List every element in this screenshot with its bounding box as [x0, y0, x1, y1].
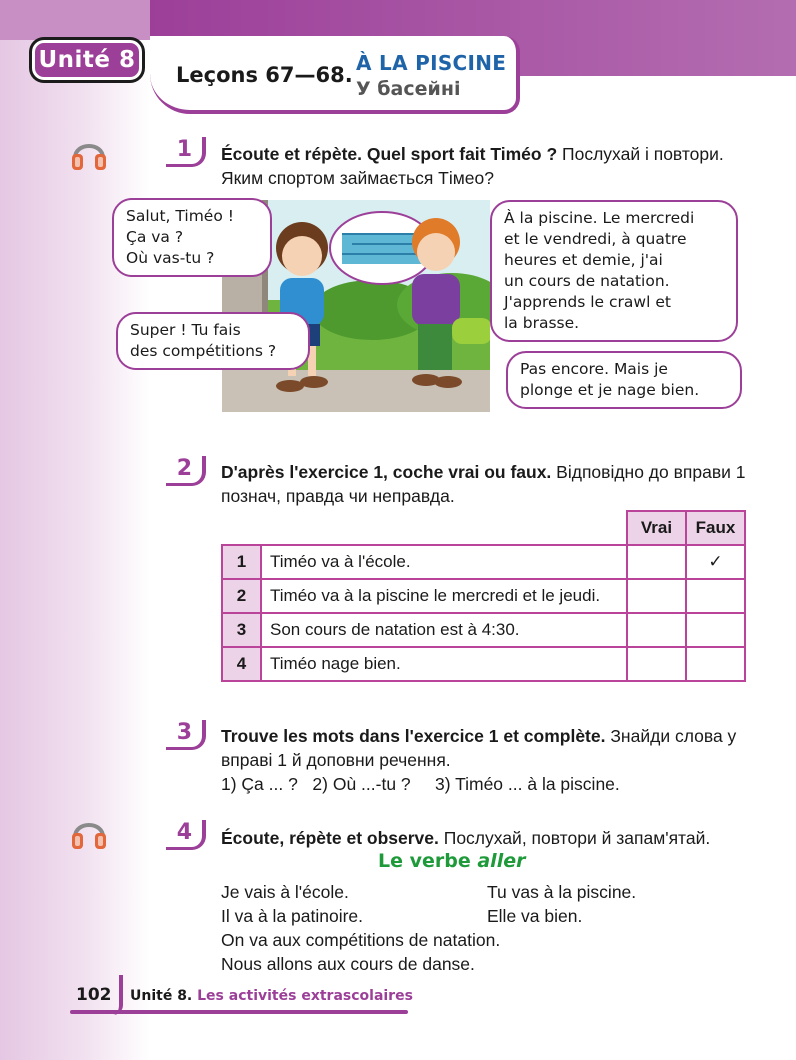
speech-bubble-4: [506, 351, 742, 409]
exercise-number-1: 1: [166, 137, 206, 167]
conjugation-line: Je vais à l'école.: [221, 882, 349, 902]
conjugation-full: [221, 928, 500, 976]
faux-checkbox[interactable]: [686, 579, 745, 613]
instruction-fr: Trouve les mots dans l'exercice 1 et complète.: [221, 726, 606, 746]
bubble-line: heures et demie, j'ai: [504, 251, 663, 269]
exercise-number-2: 2: [166, 456, 206, 486]
instruction-ua: Послухай і повтори. Яким спортом займається Тімео?: [221, 144, 724, 188]
faux-checkbox[interactable]: [686, 647, 745, 681]
page-title-ua: У басейні: [356, 78, 461, 100]
unit-badge: Unité 8: [32, 40, 142, 80]
verb-title-text: Le verbe: [378, 850, 478, 872]
speech-bubble-1: [112, 198, 272, 277]
faux-checkbox[interactable]: [686, 613, 745, 647]
conjugation-line: Nous allons aux cours de danse.: [221, 954, 475, 974]
conjugation-col-2: [487, 880, 636, 928]
bubble-line: J'apprends le crawl et: [504, 293, 671, 311]
lessons-label: Leçons 67—68.: [176, 63, 353, 87]
col-vrai: Vrai: [627, 511, 686, 545]
row-statement: Timéo nage bien.: [261, 647, 627, 681]
conjugation-line: Il va à la patinoire.: [221, 906, 364, 926]
exercise-3-instruction: [221, 724, 747, 772]
instruction-ua: Послухай, повтори й запам'ятай.: [443, 828, 711, 848]
instruction-fr: Écoute et répète. Quel sport fait Timéo ?: [221, 144, 558, 164]
table-header-row: [222, 511, 745, 545]
table-row: [222, 545, 745, 579]
page-number: 102: [76, 985, 112, 1005]
vrai-checkbox[interactable]: [627, 579, 686, 613]
bubble-line: Salut, Timéo !: [126, 207, 234, 225]
exercise-3-items: 1) Ça ... ? 2) Où ...-tu ? 3) Timéo ... à la piscine.: [221, 774, 620, 794]
vrai-checkbox[interactable]: [627, 545, 686, 579]
page-title-fr: À LA PISCINE: [356, 51, 507, 75]
bubble-line: un cours de natation.: [504, 272, 670, 290]
headphones-icon[interactable]: [70, 815, 108, 851]
instruction-fr: D'après l'exercice 1, coche vrai ou faux.: [221, 462, 552, 482]
row-number: 4: [222, 647, 261, 681]
verb-title: [378, 850, 525, 872]
true-false-table: [221, 510, 746, 682]
row-number: 2: [222, 579, 261, 613]
table-row: [222, 613, 745, 647]
top-left-band: [0, 0, 150, 40]
instruction-ua: Знайди слова у вправі 1 й доповни речення.: [221, 726, 737, 770]
bubble-line: la brasse.: [504, 314, 580, 332]
exercise-1-instruction: [221, 142, 747, 190]
bubble-line: À la piscine. Le mercredi: [504, 209, 695, 227]
vrai-checkbox[interactable]: [627, 647, 686, 681]
headphones-icon[interactable]: [70, 136, 108, 172]
exercise-number-3: 3: [166, 720, 206, 750]
speech-bubble-2: [490, 200, 738, 342]
table-row: [222, 647, 745, 681]
col-faux: Faux: [686, 511, 745, 545]
footer-unit-label: Unité 8.: [130, 988, 193, 1004]
row-number: 1: [222, 545, 261, 579]
row-statement: Son cours de natation est à 4:30.: [261, 613, 627, 647]
conjugation-line: Elle va bien.: [487, 906, 583, 926]
conjugation-line: On va aux compétitions de natation.: [221, 930, 501, 950]
exercise-4-instruction: [221, 826, 747, 850]
bubble-line: Pas encore. Mais je: [520, 360, 668, 378]
verb-name: aller: [477, 850, 526, 872]
footer-separator: [113, 975, 123, 1015]
instruction-ua: Відповідно до вправи 1 познач, правда чи неправда.: [221, 462, 746, 506]
footer-bar: [70, 1010, 408, 1014]
row-statement: Timéo va à l'école.: [261, 545, 627, 579]
bubble-line: plonge et je nage bien.: [520, 381, 700, 399]
footer-unit-title: Les activités extrascolaires: [197, 988, 413, 1004]
bubble-line: des compétitions ?: [130, 342, 277, 360]
bubble-line: et le vendredi, à quatre: [504, 230, 687, 248]
instruction-fr: Écoute, répète et observe.: [221, 828, 439, 848]
row-statement: Timéo va à la piscine le mercredi et le jeudi.: [261, 579, 627, 613]
footer-unit: [130, 988, 413, 1004]
speech-bubble-3: [116, 312, 310, 370]
faux-checkbox[interactable]: ✓: [686, 545, 745, 579]
vrai-checkbox[interactable]: [627, 613, 686, 647]
row-number: 3: [222, 613, 261, 647]
bubble-line: Où vas-tu ?: [126, 249, 215, 267]
table-row: [222, 579, 745, 613]
conjugation-col-1: [221, 880, 363, 928]
conjugation-line: Tu vas à la piscine.: [487, 882, 637, 902]
exercise-2-instruction: [221, 460, 747, 508]
bubble-line: Ça va ?: [126, 228, 184, 246]
exercise-number-4: 4: [166, 820, 206, 850]
bubble-line: Super ! Tu fais: [130, 321, 241, 339]
